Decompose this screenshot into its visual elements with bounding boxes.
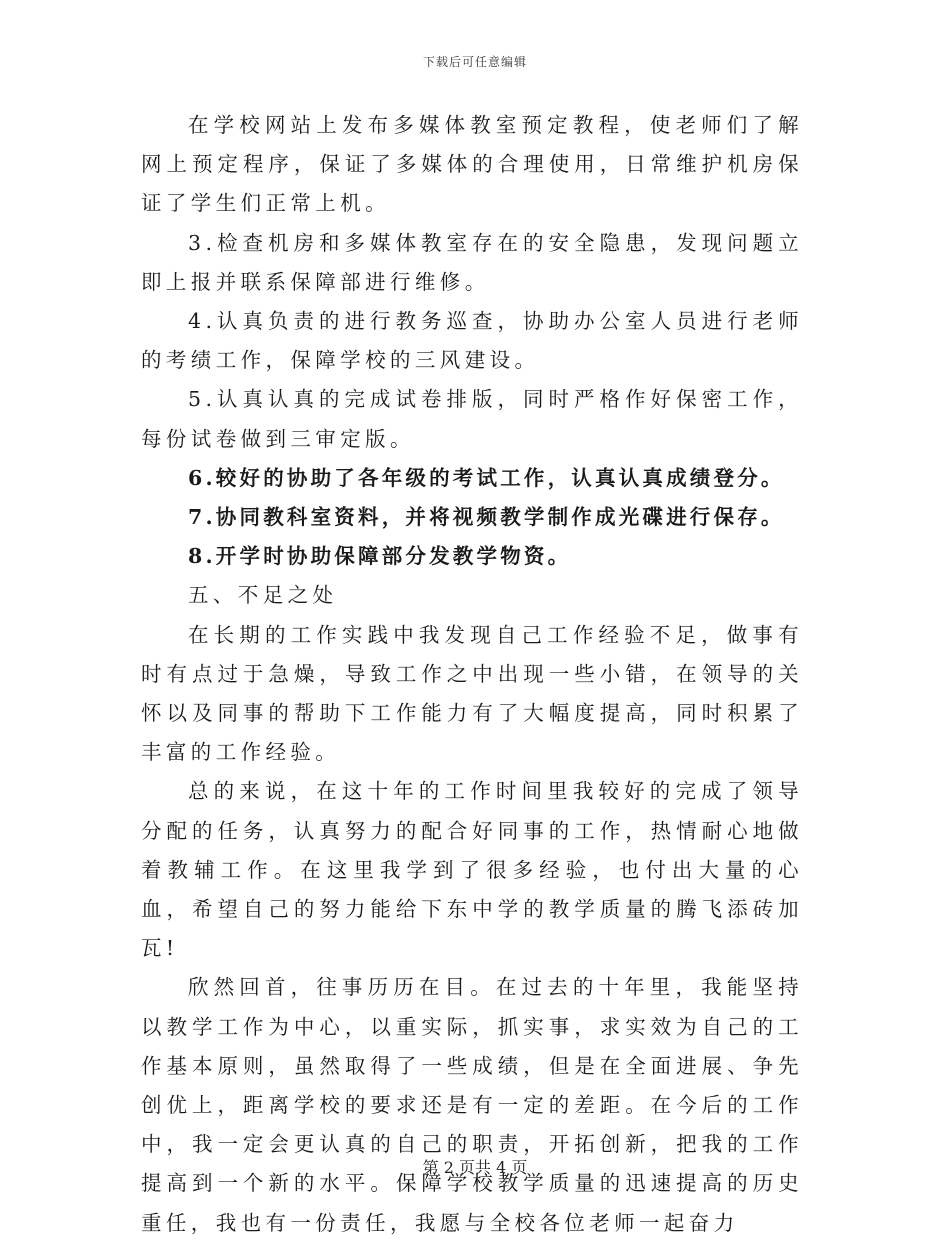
section-heading-shortcomings: 五、不足之处 [188,583,338,608]
list-item-4: 4.认真负责的进行教务巡查，协助办公室人员进行老师的考绩工作，保障学校的三风建设。 [141,309,803,373]
list-item-6: 6.较好的协助了各年级的考试工作，认真认真成绩登分。 [188,465,785,490]
paragraph-summary: 总的来说，在这十年的工作时间里我较好的完成了领导分配的任务，认真努力的配合好同事的工作，热情耐心地做着教辅工作。在这里我学到了很多经验，也付出大量的心血，希望自己的努力能给下东中学的教学质量的腾飞添砖加瓦! [141,779,803,961]
paragraph-shortcomings: 在长期的工作实践中我发现自己工作经验不足，做事有时有点过于急燥，导致工作之中出现一些小错，在领导的关怀以及同事的帮助下工作能力有了大幅度提高，同时积累了丰富的工作经验。 [141,622,803,765]
list-item-7: 7.协同教科室资料，并将视频教学制作成光碟进行保存。 [188,505,785,530]
document-body [141,106,803,1243]
page-header: 下载后可任意编辑 [422,55,527,69]
page-number: 第 2 页共 4 页 [422,1158,528,1177]
list-item-8: 8.开学时协助保障部分发教学物资。 [188,544,572,569]
paragraph-booking-tutorial: 在学校网站上发布多媒体教室预定教程，使老师们了解网上预定程序，保证了多媒体的合理使用，日常维护机房保证了学生们正常上机。 [141,113,803,216]
paragraph-outlook: 欣然回首，往事历历在目。在过去的十年里，我能坚持以教学工作为中心，以重实际，抓实事，求实效为自己的工作基本原则，虽然取得了一些成绩，但是在全面进展、争先创优上，距离学校的要求还是有一定的差距。在今后的工作中，我一定会更认真的自己的职责，开拓创新，把我的工作提高到一个新的水平。保障学校教学质量的迅速提高的历史重任，我也有一份责任，我愿与全校各位老师一起奋力 [141,975,803,1235]
list-item-3: 3.检查机房和多媒体教室存在的安全隐患，发现问题立即上报并联系保障部进行维修。 [141,230,803,294]
list-item-5: 5.认真认真的完成试卷排版，同时严格作好保密工作，每份试卷做到三审定版。 [141,387,803,451]
